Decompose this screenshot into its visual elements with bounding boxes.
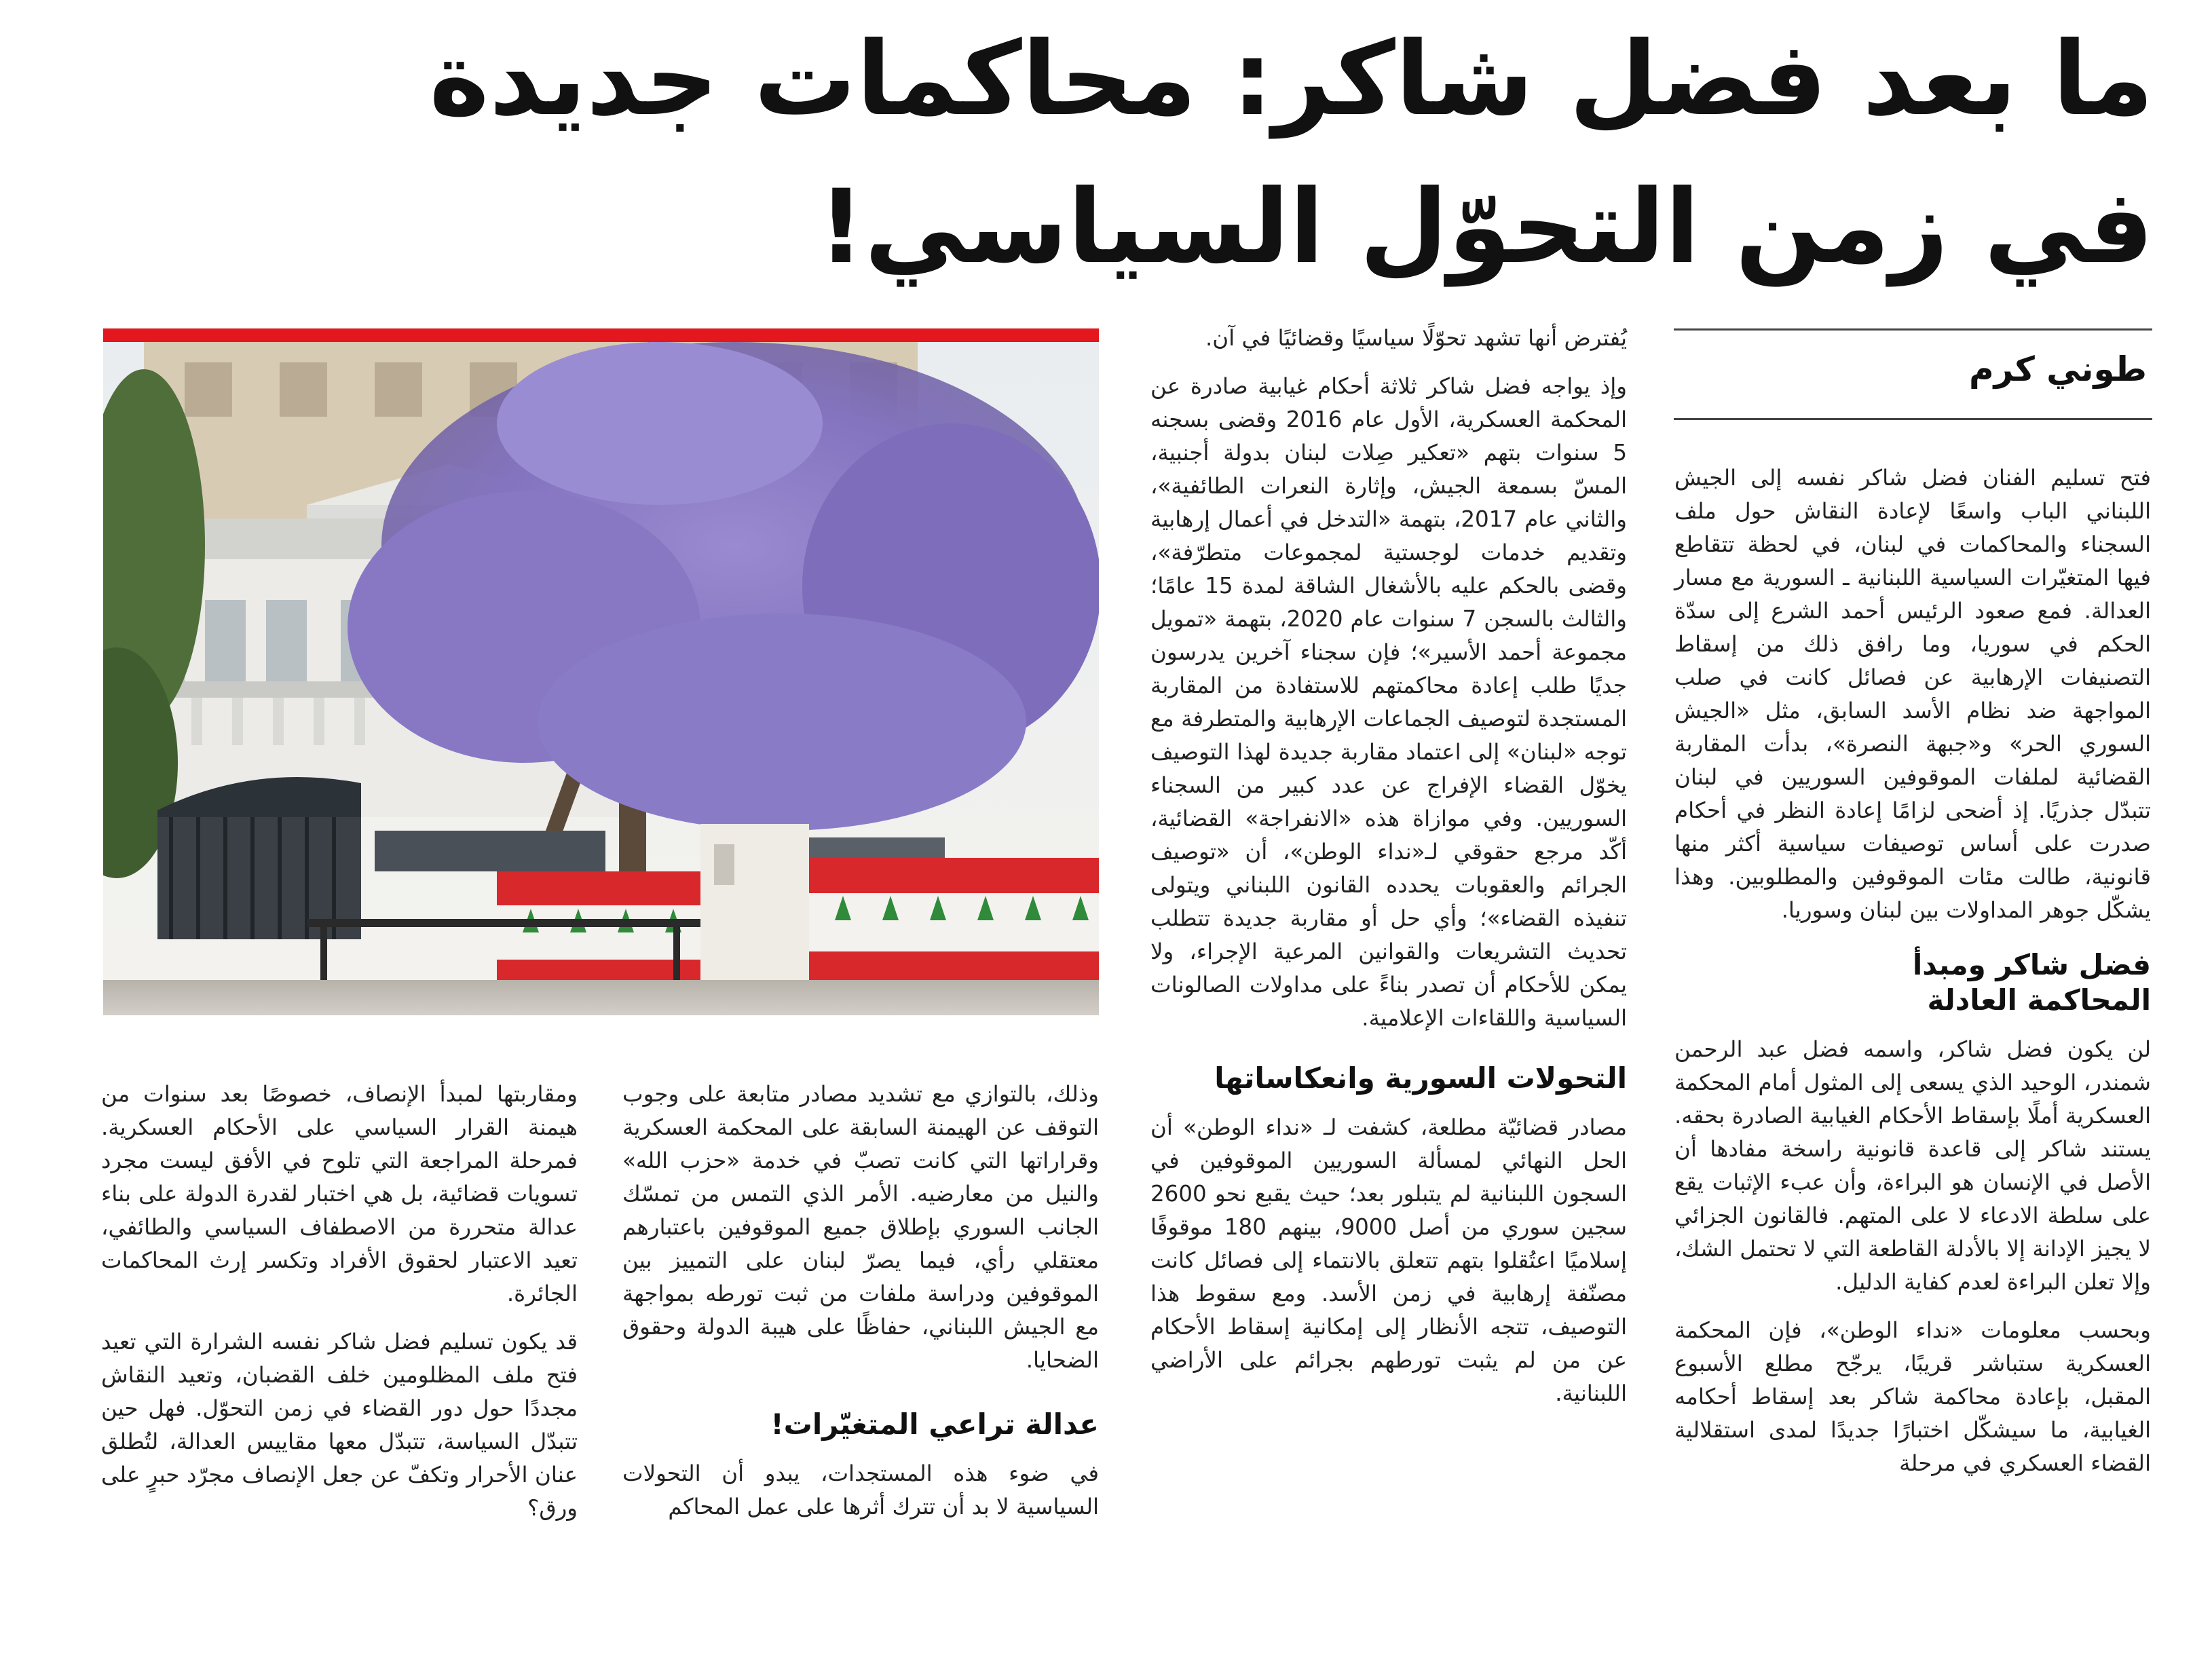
photo-accent-bar	[103, 328, 1099, 342]
paragraph: وإذ يواجه فضل شاكر ثلاثة أحكام غيابية صادرة عن المحكمة العسكرية، الأول عام 2016 وقضى بسجنه 5 سنوات بتهم «تعكير صِلات لبنان بدولة أجنبية، المسّ بسمعة الجيش، وإثارة النعرات الطائفية»، والثاني عام 2017، بتهمة «التدخل في أعمال إرهابية وتقديم خدمات لوجستية لمجموعات متطرّفة»، وقضى بالحكم عليه بالأشغال الشاقة لمدة 15 عامًا؛ والثالث بالسجن 7 سنوات عام 2020، بتهمة «تمويل مجموعة أحمد الأسير»؛ فإن سجناء آخرين يدرسون جديًا طلب إعادة محاكمتهم للاستفادة من المقاربة المستجدة لتوصيف الجماعات الإرهابية والمتطرفة مع توجه «لبنان» إلى اعتماد مقاربة جديدة لهذا التوصيف يخوّل القضاء الإفراج عن عدد كبير من السجناء السوريين. وفي موازاة هذه «الانفراجة» القضائية، أكّد مرجع حقوقي لـ«نداء الوطن»، أن «توصيف الجرائم والعقوبات يحدده القانون اللبناني ويتولى تنفيذه القضاء»؛ وأي حل أو مقاربة جديدة تتطلب تحديث التشريعات والقوانين المرعية الإجراء، ولا يمكن للأحكام أن تصدر بناءً على مداولات الصالونات السياسية واللقاءات الإعلامية.	[1150, 373, 1627, 1031]
paragraph: ومقاربتها لمبدأ الإنصاف، خصوصًا بعد سنوات من هيمنة القرار السياسي على الأحكام العسكرية. فمرحلة المراجعة التي تلوح في الأفق ليست مجرد تسويات قضائية، بل هي اختبار لقدرة الدولة على بناء عدالة متحررة من الاصطفاف السياسي والطائفي، تعيد الاعتبار لحقوق الأفراد وتكسر إرث المحاكمات الجائرة.	[101, 1081, 578, 1306]
article-column-3	[622, 1078, 1099, 1539]
author-name: طوني كرم	[1968, 350, 2147, 389]
article-column-4	[101, 1078, 578, 1540]
headline-line-2: في زمن التحوّل السياسي!	[818, 168, 2154, 286]
headline-line-1: ما بعد فضل شاكر: محاكمات جديدة	[429, 20, 2154, 138]
paragraph: وذلك، بالتوازي مع تشديد مصادر متابعة على وجوب التوقف عن الهيمنة السابقة على المحكمة العسكرية وقراراتها التي كانت تصبّ في خدمة «حزب الله» والنيل من معارضيه. الأمر الذي التمس من تمسّك الجانب السوري بإطلاق جميع الموقوفين باعتبارهم معتقلي رأي، فيما يصرّ لبنان على التمييز بين الموقوفين ودراسة ملفات من ثبت تورطه بمواجهة مع الجيش اللبناني، حفاظًا على هيبة الدولة وحقوق الضحايا.	[622, 1081, 1099, 1373]
paragraph: وبحسب معلومات «نداء الوطن»، فإن المحكمة العسكرية ستباشر قريبًا، يرجّح مطلع الأسبوع المقبل، بإعادة محاكمة شاكر بعد إسقاط أحكامه الغيابية، ما سيشكّل اختبارًا جديدًا لمدى استقلالية القضاء العسكري في مرحلة	[1674, 1317, 2151, 1476]
article-photo	[103, 342, 1099, 1015]
paragraph: قد يكون تسليم فضل شاكر نفسه الشرارة التي تعيد فتح ملف المظلومين خلف القضبان، وتعيد النقاش مجددًا حول دور القضاء في زمن التحوّل. فهل حين تتبدّل السياسة، تتبدّل معها مقاييس العدالة، لتُطلق عنان الأحرار وتكفّ عن جعل الإنصاف مجرّد حبرٍ على ورق؟	[101, 1329, 578, 1521]
article-column-2	[1150, 322, 1627, 1425]
author-rule-top	[1674, 328, 2152, 331]
military-court-building-photo	[103, 342, 1099, 1015]
paragraph: مصادر قضائيّة مطلعة، كشفت لـ «نداء الوطن» أن الحل النهائي لمسألة السوريين الموقوفين في السجون اللبنانية لم يتبلور بعد؛ حيث يقبع نحو 2600 سجين سوري من أصل 9000، بينهم 180 موقوفًا إسلاميًا اعتُقلوا بتهم تتعلق بالانتماء إلى فصائل كانت مصنّفة إرهابية في زمن الأسد. ومع سقوط هذا التوصيف، تتجه الأنظار إلى إمكانية إسقاط الأحكام عن من لم يثبت تورطهم بجرائم على الأراضي اللبنانية.	[1150, 1114, 1628, 1406]
paragraph: في ضوء هذه المستجدات، يبدو أن التحولات السياسية لا بد أن تترك أثرها على عمل المحاكم	[622, 1460, 1099, 1520]
headline	[321, 5, 2154, 301]
section-heading: التحولات السورية وانعكاساتها	[1214, 1061, 1627, 1095]
paragraph: فتح تسليم الفنان فضل شاكر نفسه إلى الجيش اللبناني الباب واسعًا لإعادة النقاش حول ملف السجناء والمحاكمات في لبنان، في لحظة تتقاطع فيها المتغيّرات السياسية اللبنانية ـ السورية مع مسار العدالة. فمع صعود الرئيس أحمد الشرع إلى سدّة الحكم في سوريا، وما رافق ذلك من إسقاط التصنيفات الإرهابية عن فصائل كانت في صلب المواجهة ضد نظام الأسد السابق، مثل «الجيش السوري الحر» و«جبهة النصرة»، بدأت المقاربة القضائية لملفات الموقوفين السوريين في لبنان تتبدّل جذريًا. إذ أضحى لزامًا إعادة النظر في أحكام صدرت على أساس توصيفات سياسية أكثر منها قانونية، طالت مئات الموقوفين والمطلوبين. وهذا يشكّل جوهر المداولات بين لبنان وسوريا.	[1674, 465, 2151, 923]
author-rule-bottom	[1674, 418, 2152, 420]
paragraph: يُفترض أنها تشهد تحوّلًا سياسيًا وقضائيًا في آن.	[1205, 325, 1627, 351]
paragraph: لن يكون فضل شاكر، واسمه فضل عبد الرحمن شمندر، الوحيد الذي يسعى إلى المثول أمام المحكمة العسكرية أملًا بإسقاط الأحكام الغيابية الصادرة بحقه. يستند شاكر إلى قاعدة قانونية راسخة مفادها أن الأصل في الإنسان هو البراءة، وأن عبء الإثبات يقع على سلطة الادعاء لا على المتهم. فالقانون الجزائي لا يجيز الإدانة إلا بالأدلة القاطعة التي لا تحتمل الشك، وإلا تعلن البراءة لعدم كفاية الدليل.	[1674, 1036, 2151, 1295]
section-heading: عدالة تراعي المتغيّرات!	[770, 1408, 1099, 1441]
section-heading: فضل شاكر ومبدأ المحاكمة العادلة	[1912, 948, 2151, 1017]
article-column-1	[1674, 461, 2151, 1495]
